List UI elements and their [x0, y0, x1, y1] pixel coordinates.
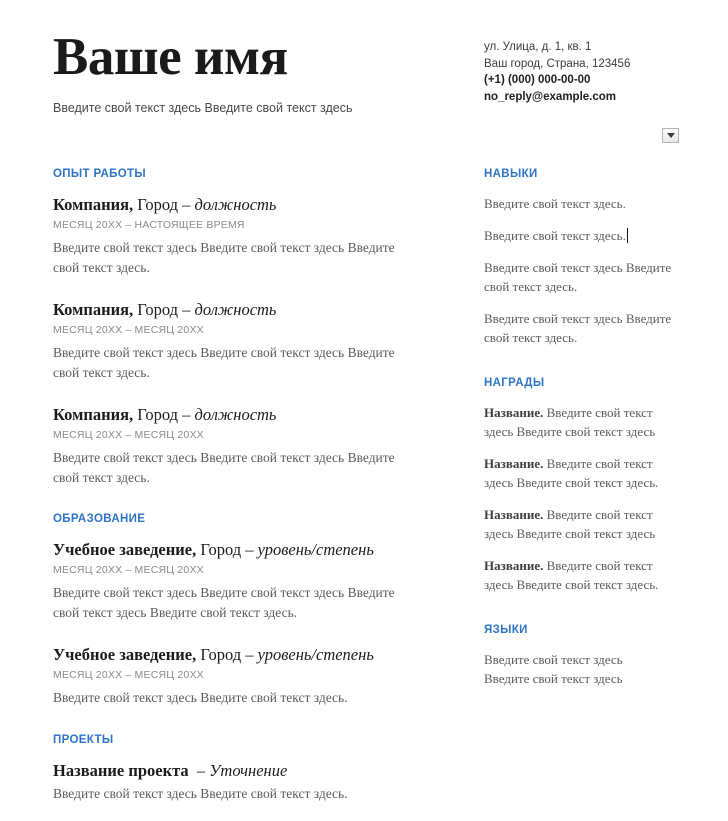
award-item[interactable] [484, 505, 684, 543]
project-entry [53, 760, 413, 804]
contact-address-line1[interactable]: ул. Улица, д. 1, кв. 1 [484, 41, 592, 53]
experience-entry [53, 194, 413, 277]
entry-dash: – [245, 645, 254, 664]
entry-date[interactable]: МЕСЯЦ 20XX – МЕСЯЦ 20XX [53, 669, 204, 681]
entry-org: Название проекта [53, 760, 189, 780]
entry-role: уровень/степень [257, 540, 374, 559]
entry-dash: – [245, 540, 254, 559]
award-text: Введите свой текст здесь Введите свой текст здесь [484, 507, 656, 541]
entry-role: должность [194, 405, 277, 424]
name-block [53, 28, 453, 116]
section-skills [484, 168, 684, 347]
education-entry [53, 644, 413, 708]
entry-place: Город [200, 645, 242, 664]
entry-heading[interactable] [53, 299, 413, 320]
entry-date[interactable]: МЕСЯЦ 20XX – НАСТОЯЩЕЕ ВРЕМЯ [53, 219, 245, 231]
section-title-skills: НАВЫКИ [484, 168, 538, 180]
award-text: Введите свой текст здесь Введите свой текст здесь. [484, 456, 659, 490]
award-name: Название. [484, 558, 544, 573]
award-text: Введите свой текст здесь Введите свой текст здесь [484, 405, 656, 439]
education-entry [53, 539, 413, 622]
entry-org: Компания, [53, 300, 134, 319]
section-title-education: ОБРАЗОВАНИЕ [53, 513, 146, 525]
chevron-down-glyph [667, 133, 675, 138]
entry-heading[interactable] [53, 539, 413, 560]
section-languages [484, 624, 684, 688]
language-item[interactable]: Введите свой текст здесь [484, 652, 623, 667]
section-experience [53, 168, 413, 487]
entry-place: Город [137, 195, 179, 214]
entry-heading[interactable] [53, 644, 413, 665]
text-cursor [627, 228, 628, 243]
document-header [0, 0, 728, 160]
skill-item[interactable]: Введите свой текст здесь Введите свой текст здесь. [484, 311, 672, 345]
entry-body[interactable]: Введите свой текст здесь Введите свой текст здесь Введите свой текст здесь. [53, 240, 395, 275]
skill-item-active[interactable] [484, 226, 684, 245]
section-title-awards: НАГРАДЫ [484, 377, 545, 389]
section-title-experience: ОПЫТ РАБОТЫ [53, 168, 146, 180]
section-title-languages: ЯЗЫКИ [484, 624, 528, 636]
chevron-down-icon[interactable] [662, 128, 679, 143]
award-name: Название. [484, 456, 544, 471]
entry-role: должность [194, 300, 277, 319]
entry-place: Город [137, 405, 179, 424]
skill-item[interactable]: Введите свой текст здесь Введите свой текст здесь. [484, 260, 672, 294]
entry-place: Город [137, 300, 179, 319]
entry-dash: – [196, 760, 206, 780]
section-projects [53, 734, 413, 804]
contact-block [484, 39, 704, 105]
entry-date[interactable]: МЕСЯЦ 20XX – МЕСЯЦ 20XX [53, 324, 204, 336]
award-item[interactable] [484, 556, 684, 594]
entry-org: Компания, [53, 405, 134, 424]
skill-item-text: Введите свой текст здесь. [484, 228, 626, 243]
award-item[interactable] [484, 403, 684, 441]
experience-entry [53, 404, 413, 487]
entry-body[interactable]: Введите свой текст здесь Введите свой текст здесь Введите свой текст здесь. [53, 450, 395, 485]
section-awards [484, 377, 684, 594]
section-education [53, 513, 413, 708]
left-column [53, 168, 413, 803]
entry-role: Уточнение [209, 760, 288, 780]
entry-role: уровень/степень [257, 645, 374, 664]
entry-body[interactable]: Введите свой текст здесь Введите свой текст здесь. [53, 690, 348, 705]
award-text: Введите свой текст здесь Введите свой текст здесь. [484, 558, 659, 592]
section-title-projects: ПРОЕКТЫ [53, 733, 114, 746]
entry-body[interactable]: Введите свой текст здесь Введите свой текст здесь Введите свой текст здесь. [53, 345, 395, 380]
page-title[interactable]: Ваше имя [53, 28, 288, 86]
entry-heading[interactable] [53, 760, 413, 781]
entry-date[interactable]: МЕСЯЦ 20XX – МЕСЯЦ 20XX [53, 429, 204, 441]
entry-body[interactable]: Введите свой текст здесь Введите свой текст здесь. [53, 785, 348, 801]
right-column [484, 168, 684, 688]
contact-email[interactable]: no_reply@example.com [484, 90, 617, 103]
entry-role: должность [194, 195, 277, 214]
entry-dash: – [182, 300, 191, 319]
entry-place: Город [200, 540, 242, 559]
contact-address-line2[interactable]: Ваш город, Страна, 123456 [484, 57, 631, 70]
entry-heading[interactable] [53, 194, 413, 215]
entry-org: Учебное заведение, [53, 540, 197, 559]
award-name: Название. [484, 405, 544, 420]
entry-heading[interactable] [53, 404, 413, 425]
skill-item[interactable]: Введите свой текст здесь. [484, 196, 626, 211]
entry-body[interactable]: Введите свой текст здесь Введите свой текст здесь Введите свой текст здесь Введите свой текст здесь. [53, 585, 395, 620]
language-item[interactable]: Введите свой текст здесь [484, 671, 623, 686]
entry-date[interactable]: МЕСЯЦ 20XX – МЕСЯЦ 20XX [53, 564, 204, 576]
entry-org: Компания, [53, 195, 134, 214]
entry-org: Учебное заведение, [53, 645, 197, 664]
entry-dash: – [182, 405, 191, 424]
entry-dash: – [182, 195, 191, 214]
contact-phone[interactable]: (+1) (000) 000-00-00 [484, 74, 591, 86]
experience-entry [53, 299, 413, 382]
name-subtitle[interactable]: Введите свой текст здесь Введите свой текст здесь [53, 101, 353, 115]
award-item[interactable] [484, 454, 684, 492]
award-name: Название. [484, 507, 544, 522]
